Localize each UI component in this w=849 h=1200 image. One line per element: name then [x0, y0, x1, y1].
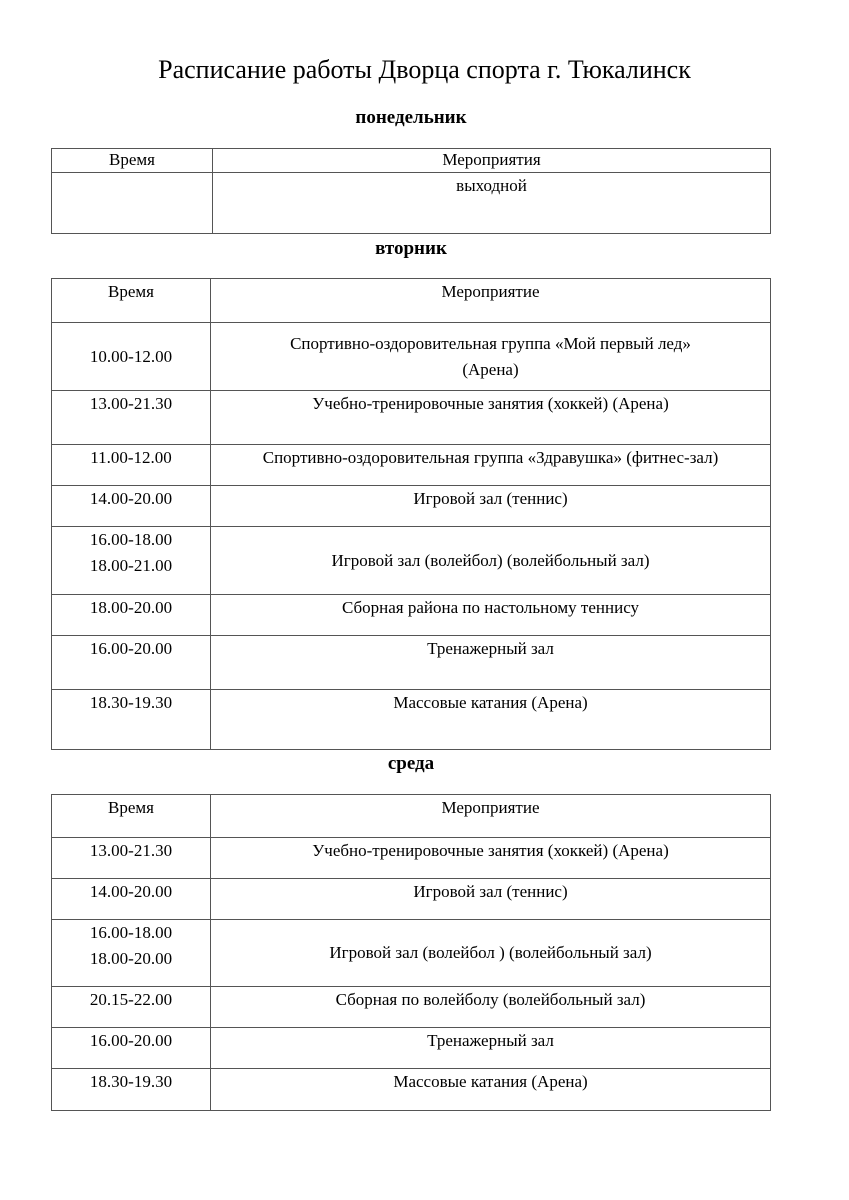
table-row	[52, 173, 771, 234]
event-cell	[211, 323, 771, 391]
monday-table	[51, 148, 771, 234]
event-cell: Игровой зал (теннис)	[211, 486, 771, 527]
time-cell: 20.15-22.00	[52, 987, 211, 1028]
table-row	[52, 595, 771, 636]
table-row	[52, 486, 771, 527]
column-header-time: Время	[52, 795, 211, 838]
event-cell: Массовые катания (Арена)	[211, 690, 771, 750]
column-header-time: Время	[52, 279, 211, 323]
time-cell: 18.00-20.00	[52, 595, 211, 636]
time-cell	[52, 920, 211, 987]
time-cell: 16.00-20.00	[52, 1028, 211, 1069]
event-cell: Тренажерный зал	[211, 636, 771, 690]
event-line: Спортивно-оздоровительная группа «Мой первый лед»	[290, 333, 691, 353]
time-cell	[52, 173, 213, 234]
event-cell: Тренажерный зал	[211, 1028, 771, 1069]
table-header-row	[52, 279, 771, 323]
table-row	[52, 1069, 771, 1111]
table-row	[52, 838, 771, 879]
table-row	[52, 879, 771, 920]
table-row	[52, 690, 771, 750]
table-header-row	[52, 795, 771, 838]
event-line: (Арена)	[462, 359, 519, 379]
table-header-row	[52, 149, 771, 173]
time-cell: 10.00-12.00	[52, 323, 211, 391]
page-title: Расписание работы Дворца спорта г. Тюкалинск	[158, 55, 691, 84]
day-heading-monday: понедельник	[355, 107, 467, 128]
column-header-events: Мероприятие	[211, 279, 771, 323]
time-cell: 11.00-12.00	[52, 445, 211, 486]
time-cell: 18.30-19.30	[52, 690, 211, 750]
time-cell: 18.30-19.30	[52, 1069, 211, 1111]
wednesday-table	[51, 794, 771, 1111]
time-cell: 13.00-21.30	[52, 838, 211, 879]
table-row	[52, 527, 771, 595]
time-cell: 13.00-21.30	[52, 391, 211, 445]
time-line: 18.00-21.00	[89, 556, 173, 575]
table-row	[52, 1028, 771, 1069]
time-line: 18.00-20.00	[89, 949, 173, 968]
event-cell: Учебно-тренировочные занятия (хоккей) (Арена)	[211, 391, 771, 445]
table-row	[52, 920, 771, 987]
day-heading-wednesday: среда	[387, 753, 435, 774]
event-cell: Игровой зал (волейбол) (волейбольный зал)	[211, 527, 771, 595]
table-row	[52, 391, 771, 445]
column-header-time: Время	[52, 149, 213, 173]
table-row	[52, 445, 771, 486]
table-row	[52, 987, 771, 1028]
event-cell: Сборная района по настольному теннису	[211, 595, 771, 636]
column-header-events: Мероприятие	[211, 795, 771, 838]
event-cell: Игровой зал (теннис)	[211, 879, 771, 920]
tuesday-table	[51, 278, 771, 750]
time-cell: 14.00-20.00	[52, 486, 211, 527]
column-header-events: Мероприятия	[213, 149, 771, 173]
time-cell: 16.00-20.00	[52, 636, 211, 690]
time-cell	[52, 527, 211, 595]
table-row	[52, 636, 771, 690]
time-line: 16.00-18.00	[89, 923, 173, 942]
day-heading-tuesday: вторник	[375, 238, 447, 259]
event-cell: Учебно-тренировочные занятия (хоккей) (Арена)	[211, 838, 771, 879]
event-cell: Игровой зал (волейбол ) (волейбольный зал)	[211, 920, 771, 987]
time-line: 16.00-18.00	[89, 530, 173, 549]
time-cell: 14.00-20.00	[52, 879, 211, 920]
event-cell: Массовые катания (Арена)	[211, 1069, 771, 1111]
event-cell: Спортивно-оздоровительная группа «Здравушка» (фитнес-зал)	[211, 445, 771, 486]
event-cell: Сборная по волейболу (волейбольный зал)	[211, 987, 771, 1028]
event-cell: выходной	[213, 173, 771, 234]
table-row	[52, 323, 771, 391]
